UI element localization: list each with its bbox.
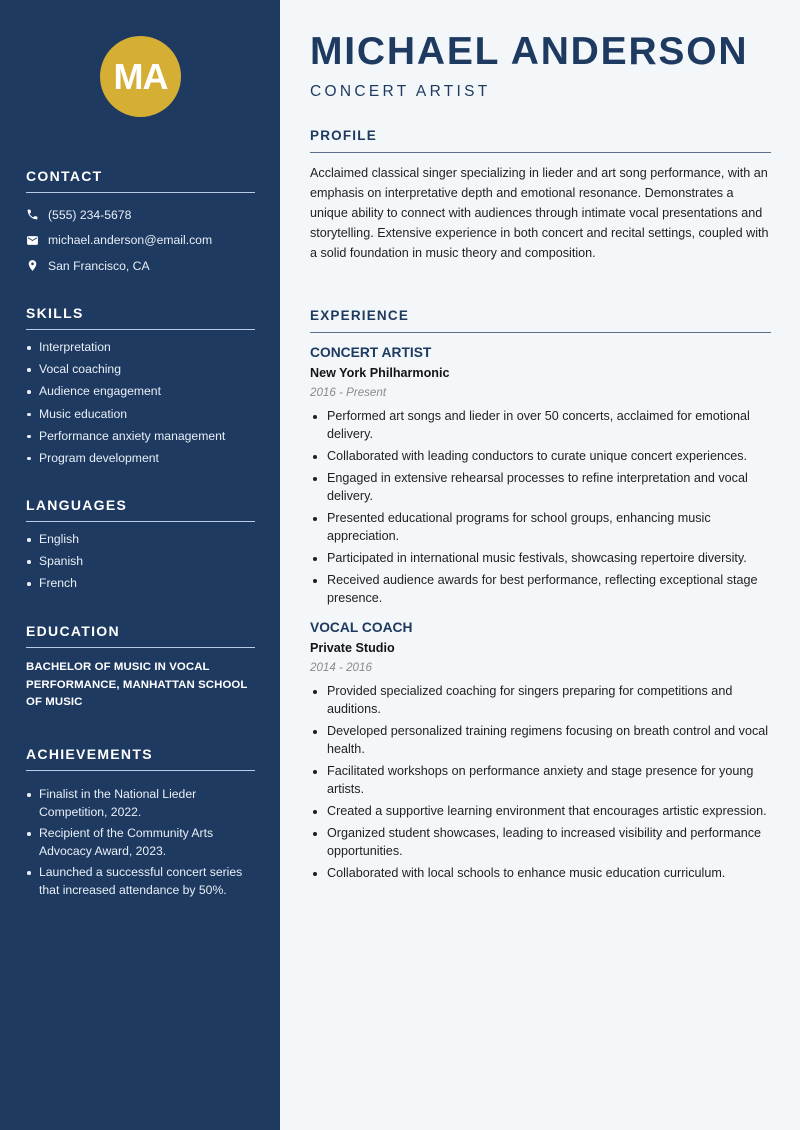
job-bullet: Participated in international music festivals, showcasing repertoire diversity. — [310, 549, 771, 567]
contact-email-text[interactable]: michael.anderson@email.com — [48, 233, 213, 248]
experience-section — [310, 308, 771, 886]
job-bullet: Organized student showcases, leading to increased visibility and performance opportunities. — [310, 824, 771, 860]
language-item: French — [26, 575, 255, 591]
job-bullet: Facilitated workshops on performance anxiety and stage presence for young artists. — [310, 762, 771, 798]
experience-heading: EXPERIENCE — [310, 308, 771, 333]
job-dates: 2016 - Present — [310, 386, 387, 399]
contact-heading: CONTACT — [26, 168, 255, 193]
sidebar — [0, 0, 280, 1130]
contact-location — [26, 253, 255, 279]
email-icon — [26, 234, 39, 247]
skill-item: Program development — [26, 450, 255, 466]
job-entry — [310, 620, 771, 882]
education-heading: EDUCATION — [26, 623, 255, 648]
contact-section — [26, 168, 255, 279]
skill-item: Vocal coaching — [26, 361, 255, 377]
job-entry — [310, 345, 771, 607]
contact-phone-text: (555) 234-5678 — [48, 207, 132, 222]
job-bullet: Performed art songs and lieder in over 50 concerts, acclaimed for emotional delivery. — [310, 407, 771, 443]
job-bullet: Received audience awards for best performance, reflecting exceptional stage presence. — [310, 571, 771, 607]
contact-phone — [26, 202, 255, 228]
achievement-item: Launched a successful concert series that increased attendance by 50%. — [26, 864, 255, 899]
skill-item: Performance anxiety management — [26, 428, 255, 444]
education-section — [26, 623, 255, 712]
job-bullet: Created a supportive learning environment that encourages artistic expression. — [310, 802, 771, 820]
skill-item: Audience engagement — [26, 383, 255, 399]
skill-item: Interpretation — [26, 339, 255, 355]
profile-text: Acclaimed classical singer specializing in lieder and art song performance, with an emphasis on interpretative depth and emotional resonance. Demonstrates a unique ability to connect with audiences through intimate vocal presentations and storytelling. Extensive experience in both concert and recital settings, coupled with a solid foundation in music theory and composition. — [310, 166, 769, 260]
job-bullet: Engaged in extensive rehearsal processes to refine interpretation and vocal delivery. — [310, 469, 771, 505]
job-bullet: Developed personalized training regimens focusing on breath control and vocal health. — [310, 722, 771, 758]
language-item: Spanish — [26, 553, 255, 569]
job-bullet: Provided specialized coaching for singers preparing for competitions and auditions. — [310, 682, 771, 718]
contact-location-text: San Francisco, CA — [48, 258, 150, 273]
job-title: CONCERT ARTIST — [310, 345, 432, 360]
education-degree: BACHELOR OF MUSIC IN VOCAL PERFORMANCE, MANHATTAN SCHOOL OF MUSIC — [26, 661, 248, 708]
languages-section — [26, 497, 255, 598]
achievements-section — [26, 746, 255, 903]
language-item: English — [26, 531, 255, 547]
job-dates: 2014 - 2016 — [310, 661, 372, 674]
profile-section — [310, 128, 771, 263]
contact-email — [26, 228, 255, 254]
languages-heading: LANGUAGES — [26, 497, 255, 522]
achievement-item: Finalist in the National Lieder Competition, 2022. — [26, 786, 255, 821]
candidate-title: CONCERT ARTIST — [310, 83, 491, 100]
avatar — [100, 36, 181, 117]
phone-icon — [26, 208, 39, 221]
location-pin-icon — [26, 259, 39, 272]
job-company: Private Studio — [310, 641, 395, 655]
avatar-initials: MA — [113, 55, 168, 97]
job-bullet: Presented educational programs for school groups, enhancing music appreciation. — [310, 509, 771, 545]
job-title: VOCAL COACH — [310, 620, 413, 635]
job-bullet: Collaborated with leading conductors to curate unique concert experiences. — [310, 447, 771, 465]
candidate-name: MICHAEL ANDERSON — [310, 30, 749, 73]
job-bullet: Collaborated with local schools to enhance music education curriculum. — [310, 864, 771, 882]
skills-section — [26, 305, 255, 472]
skills-heading: SKILLS — [26, 305, 255, 330]
job-company: New York Philharmonic — [310, 366, 450, 380]
achievements-heading: ACHIEVEMENTS — [26, 746, 255, 771]
skill-item: Music education — [26, 406, 255, 422]
profile-heading: PROFILE — [310, 128, 771, 153]
achievement-item: Recipient of the Community Arts Advocacy Award, 2023. — [26, 825, 255, 860]
